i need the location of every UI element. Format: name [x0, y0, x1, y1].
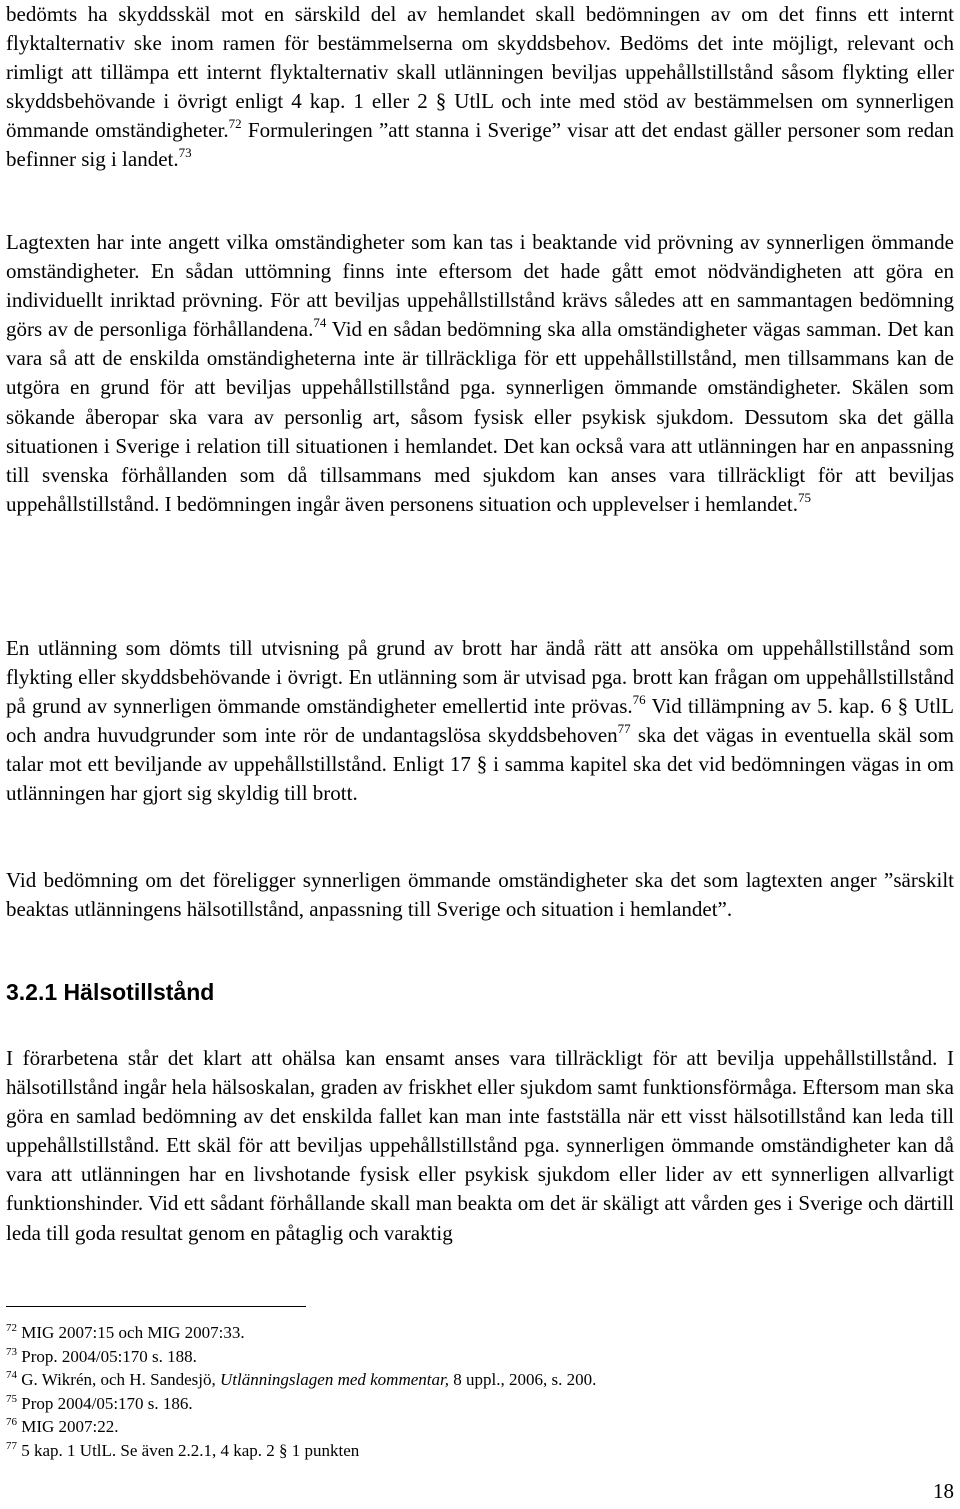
- text-run: Formuleringen ”att stanna i Sverige” visar att det endast gäller personer som redan befinner sig i landet.: [6, 118, 954, 172]
- paragraph-1: [6, 0, 954, 175]
- paragraph-5: [6, 1044, 954, 1248]
- footnote-separator: [6, 1306, 306, 1307]
- text-run: 5 kap. 1 UtlL. Se även 2.2.1, 4 kap. 2 § 1 punkten: [17, 1440, 360, 1460]
- page-number: 18: [933, 1479, 954, 1503]
- text-run: Prop 2004/05:170 s. 186.: [17, 1393, 193, 1413]
- text-run: ska det vägas in eventuella skäl som talar mot ett beviljande av uppehållstillstånd. Enligt 17 § i samma kapitel ska det vid bedömningen vägas in om utlänningen har gjort sig skyldig till brott.: [6, 723, 954, 806]
- footnote-number: 76: [6, 1416, 17, 1429]
- footnote-reference[interactable]: 75: [797, 489, 811, 505]
- text-run: En utlänning som dömts till utvisning på grund av brott har ändå rätt att ansöka om uppehållstillstånd som flykting eller skyddsbehövande i övrigt. En utlänning som är utvisad pga. brott kan frågan om uppehållstillstånd på grund av synnerligen ömmande omständigheter emellertid inte prövas.: [6, 636, 954, 719]
- footnote-item: [6, 1415, 906, 1439]
- paragraph-3: [6, 634, 954, 809]
- footnote-reference[interactable]: 77: [617, 721, 631, 737]
- footnote-reference[interactable]: 72: [228, 116, 242, 132]
- text-run: Vid en sådan bedömning ska alla omständigheter vägas samman. Det kan vara så att de enskilda omständigheterna inte är tillräckliga för ett uppehållstillstånd, men tillsammans kan de utgöra en grund för att beviljas uppehållstillstånd pga. synnerligen ömmande omständigheter. Skälen som sökande åberopar ska vara av personlig art, såsom fysisk eller psykisk sjukdom. Dessutom ska det gälla situationen i Sverige i relation till situationen i hemlandet. Det kan också vara att utlänningen har en anpassning till svenska förhållanden som då tillsammans med sjukdom kan anses vara tillräckligt för att beviljas uppehållstillstånd. I bedömningen ingår även personens situation och upplevelser i hemlandet.: [6, 317, 954, 516]
- text-run: Prop. 2004/05:170 s. 188.: [17, 1346, 197, 1366]
- text-run: MIG 2007:15 och MIG 2007:33.: [17, 1323, 245, 1342]
- italic-text: Utlänningslagen med kommentar,: [219, 1370, 449, 1390]
- footnote-reference[interactable]: 74: [313, 315, 327, 331]
- footnote-item: [6, 1392, 906, 1416]
- footnote-item: [6, 1439, 906, 1463]
- text-run: Vid tillämpning av 5. kap. 6 § UtlL och andra huvudgrunder som inte rör de undantagslösa skyddsbehoven: [6, 694, 954, 748]
- footnote-item: [6, 1321, 906, 1345]
- paragraph-2: [6, 228, 954, 519]
- text-run: 8 uppl., 2006, s. 200.: [449, 1370, 597, 1390]
- footnote-reference[interactable]: 73: [178, 145, 192, 161]
- text-run: I förarbetena står det klart att ohälsa kan ensamt anses vara tillräckligt för att bevilja uppehållstillstånd. I hälsotillstånd ingår hela hälsoskalan, graden av friskhet eller sjukdom samt funktionsförmåga. Eftersom man ska göra en samlad bedömning av det enskilda fallet kan man inte fastställa när ett visst hälsotillstånd kan leda till uppehållstillstånd. Ett skäl för att beviljas uppehållstillstånd pga. synnerligen ömmande omständigheter kan då vara att utlänningen har en livshotande fysisk eller psykisk sjukdom eller lider av ett synnerligen allvarligt funktionshinder. Vid ett sådant förhållande skall man beakta om det är skäligt att vården ges i Sverige och därtill leda till goda resultat genom en påtaglig och varaktig: [6, 1046, 954, 1245]
- footnote-number: 74: [6, 1369, 17, 1382]
- footnote-number: 77: [6, 1439, 17, 1452]
- text-run: Lagtexten har inte angett vilka omständigheter som kan tas i beaktande vid prövning av synnerligen ömmande omständigheter. En sådan uttömning finns inte eftersom det hade gått emot nödvändigheten att göra en individuellt inriktad prövning. För att beviljas uppehållstillstånd krävs således att en sammantagen bedömning görs av de personliga förhållandena.: [6, 230, 954, 342]
- footnote-number: 72: [6, 1322, 17, 1334]
- footnote-number: 75: [6, 1392, 17, 1405]
- section-heading: 3.2.1 Hälsotillstånd: [6, 979, 215, 1005]
- footnote-list: [6, 1321, 906, 1463]
- text-run: Vid bedömning om det föreligger synnerligen ömmande omständigheter ska det som lagtexten anger ”särskilt beaktas utlänningens hälsotillstånd, anpassning till Sverige och situation i hemlandet”.: [6, 868, 954, 922]
- text-run: MIG 2007:22.: [17, 1417, 119, 1437]
- footnote-item: [6, 1368, 906, 1392]
- paragraph-4: [6, 866, 954, 924]
- footnote-number: 73: [6, 1345, 17, 1358]
- text-run: G. Wikrén, och H. Sandesjö,: [17, 1370, 220, 1390]
- text-run: bedömts ha skyddsskäl mot en särskild del av hemlandet skall bedömningen av om det finns ett internt flyktalternativ ske inom ramen för bestämmelserna om skyddsbehov. Bedöms det inte möjligt, relevant och rimligt att tillämpa ett internt flyktalternativ skall utlänningen beviljas uppehållstillstånd såsom flykting eller skyddsbehövande i övrigt enligt 4 kap. 1 eller 2 § UtlL och inte med stöd av bestämmelsen om synnerligen ömmande omständigheter.: [6, 2, 954, 143]
- footnote-item: [6, 1345, 906, 1369]
- footnote-reference[interactable]: 76: [632, 692, 646, 708]
